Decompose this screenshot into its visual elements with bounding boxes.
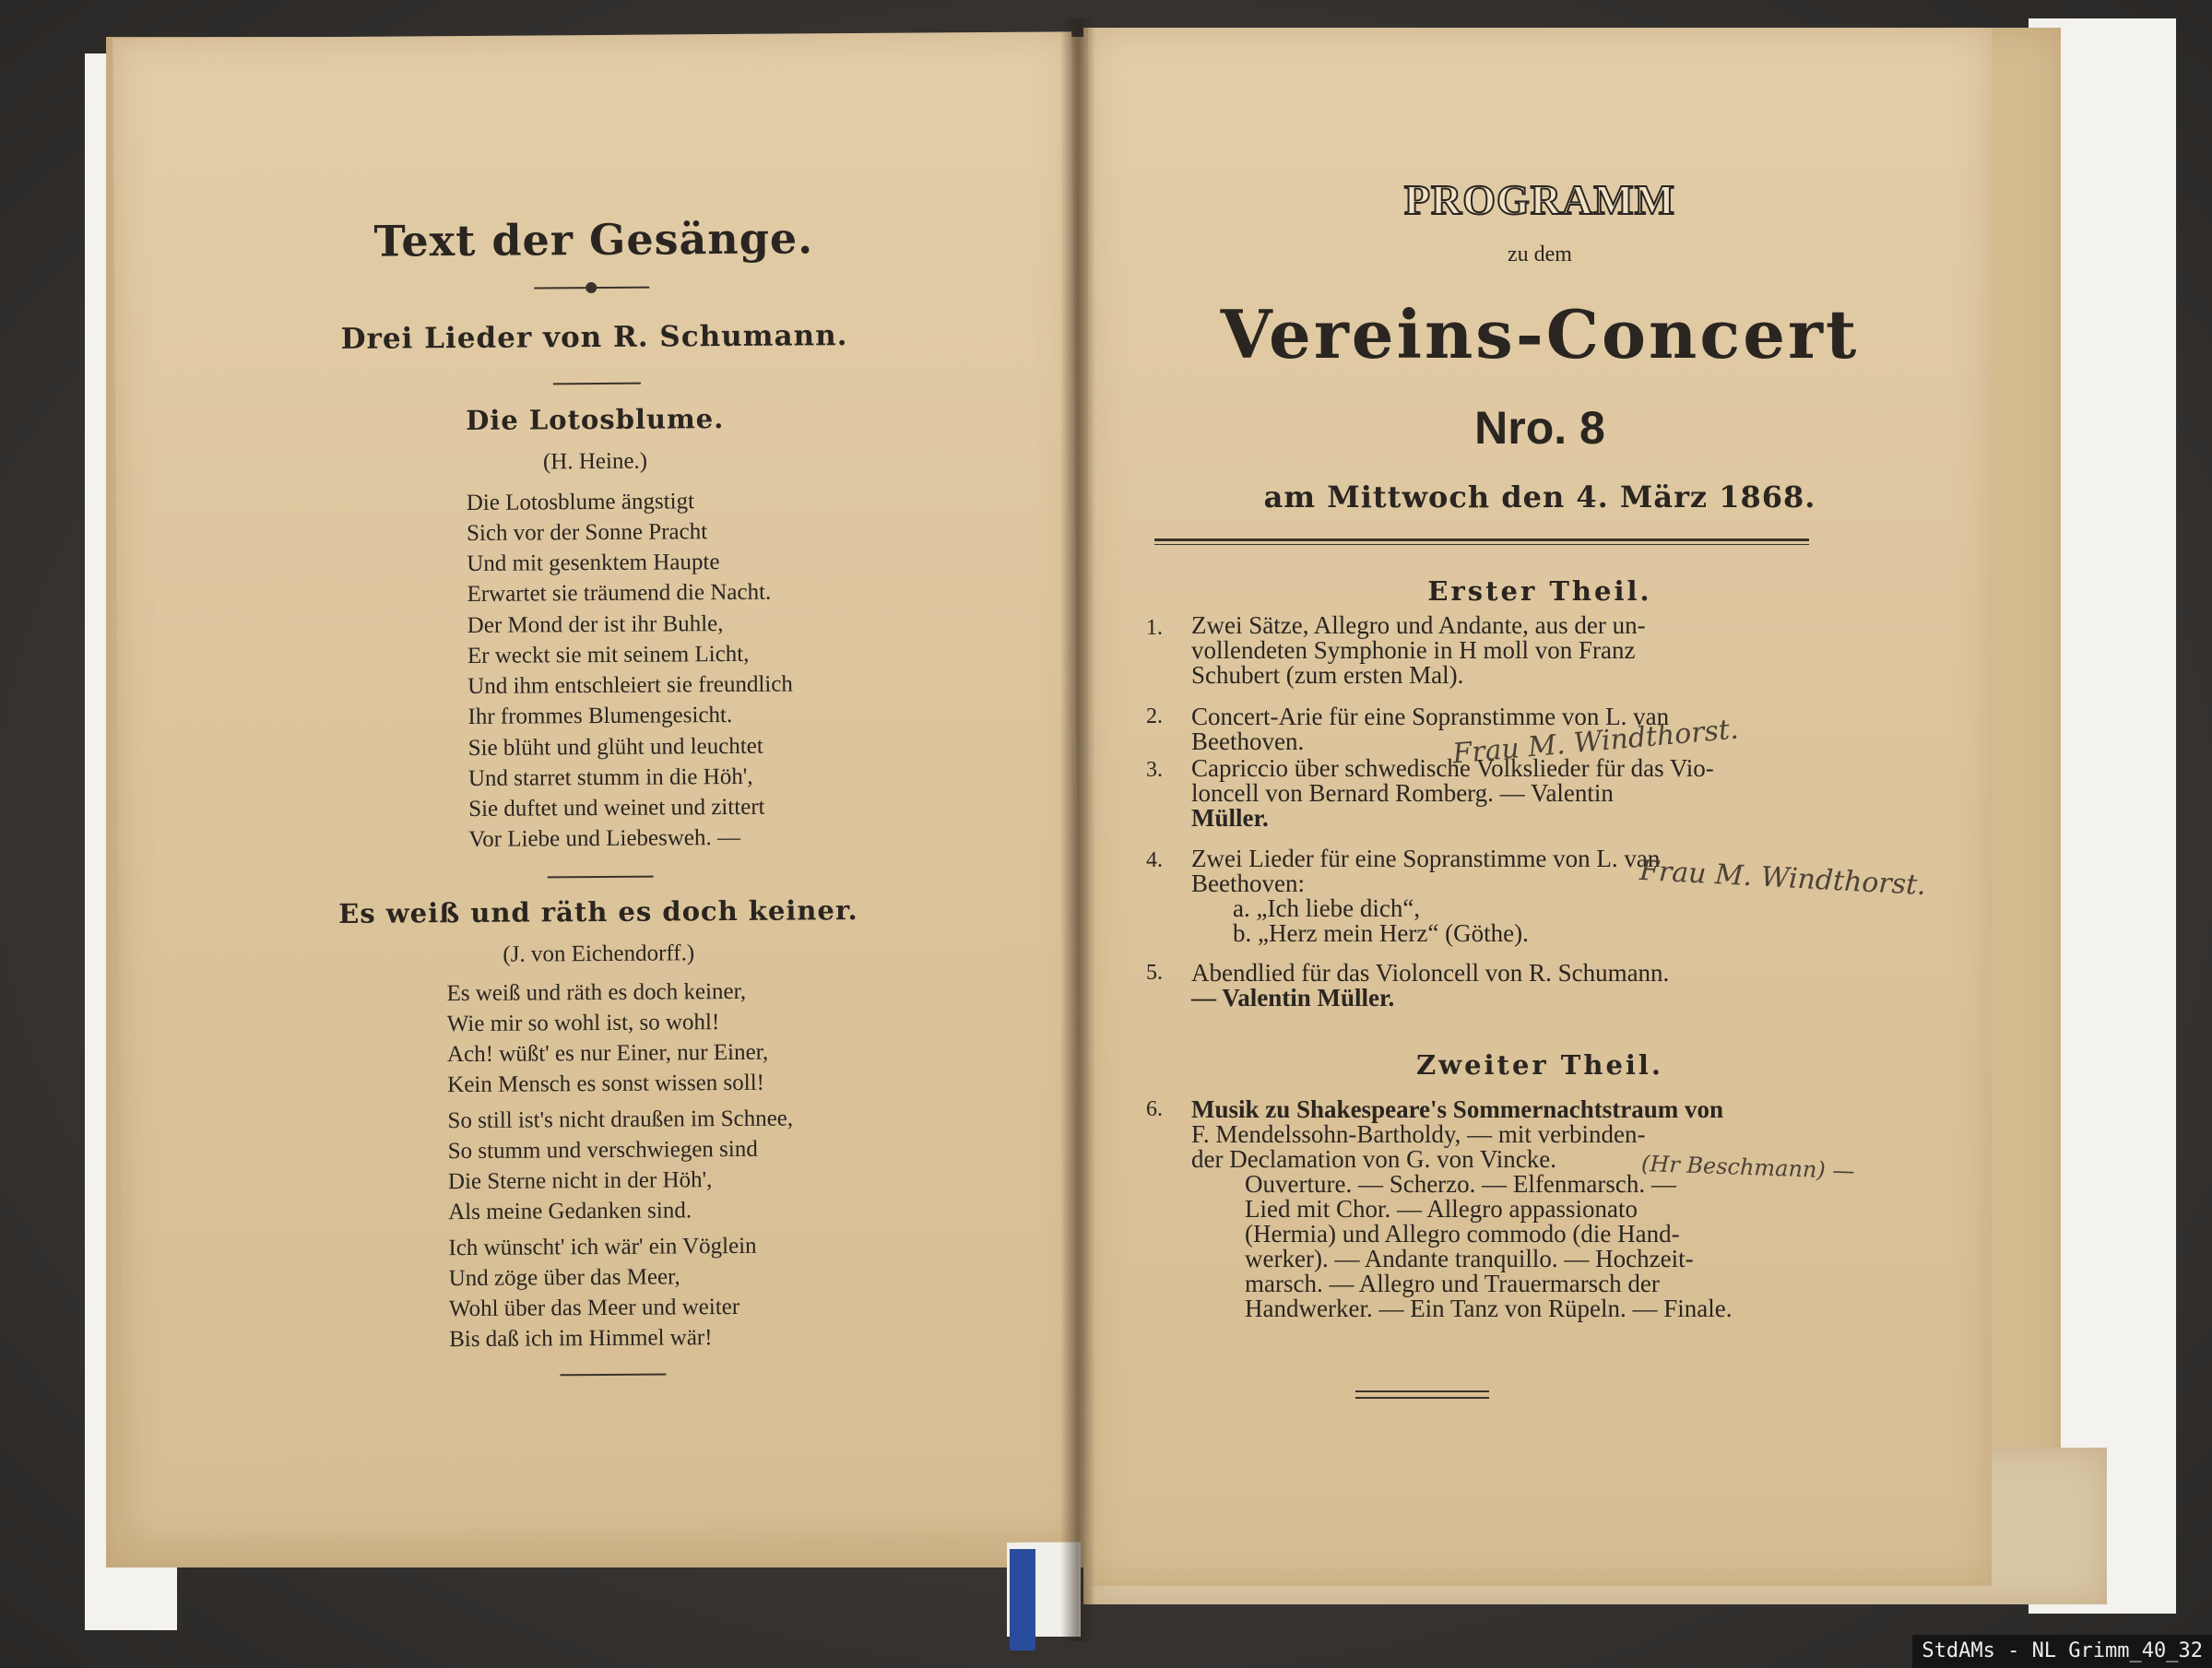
zu-dem: zu dem [1508, 243, 1572, 266]
program-line: Handwerker. — Ein Tanz von Rüpeln. — Finale. [1245, 1295, 1733, 1322]
poem-line: Sie duftet und weinet und zittert [468, 794, 765, 822]
program-item-4 [1191, 846, 1660, 946]
song1-stanza-2 [467, 609, 794, 732]
program-line: Beethoven: [1191, 869, 1305, 897]
poem-line: So stumm und verschwiegen sind [447, 1136, 758, 1165]
program-line: der Declamation von G. von Vincke. [1191, 1145, 1557, 1173]
poem-line: Sie blüht und glüht und leuchtet [467, 733, 763, 761]
program-line: Ouverture. — Scherzo. — Elfenmarsch. — [1245, 1170, 1676, 1198]
poem-line: Ach! wüßt' es nur Einer, nur Einer, [446, 1039, 769, 1068]
song-divider [548, 876, 654, 879]
poem-line: Bis daß ich im Himmel wär! [449, 1325, 713, 1353]
poem-line: Vor Liebe und Liebesweh. — [468, 824, 741, 852]
poem-line: Und ihm entschleiert sie freundlich [467, 671, 793, 699]
subtitle-rule [553, 383, 641, 385]
footer-rule [1355, 1390, 1489, 1392]
song1-author: (H. Heine.) [542, 448, 648, 475]
song2-stanza-1 [446, 976, 768, 1100]
poem-line: Wie mir so wohl ist, so wohl! [446, 1010, 720, 1037]
poem-line: Die Lotosblume ängstigt [466, 489, 695, 515]
archive-caption: StdAMs - NL Grimm_40_32 [1912, 1635, 2212, 1668]
poem-line: Wohl über das Meer und weiter [448, 1294, 740, 1322]
item-number: 1. [1146, 616, 1163, 640]
item-number: 2. [1146, 704, 1163, 728]
program-line: Lied mit Chor. — Allegro appassionato [1245, 1195, 1638, 1223]
poem-line: Und mit gesenktem Haupte [467, 550, 720, 576]
song1-stanza-3 [468, 731, 765, 855]
poem-line: Als meine Gedanken sind. [448, 1198, 692, 1225]
program-line: werker). — Andante tranquillo. — Hochzeit- [1245, 1245, 1694, 1272]
poem-line: Die Sterne nicht in der Höh', [447, 1167, 713, 1195]
poem-line: Ich wünscht' ich wär' ein Vöglein [448, 1233, 757, 1261]
program-line: Zwei Sätze, Allegro und Andante, aus der un- [1191, 611, 1646, 639]
song2-author: (J. von Eichendorff.) [503, 940, 695, 967]
song2-stanza-3 [448, 1231, 757, 1355]
poem-line: Sich vor der Sonne Pracht [466, 519, 708, 546]
left-title: Text der Gesänge. [373, 213, 814, 266]
poem-line: Es weiß und räth es doch keiner, [446, 978, 747, 1007]
song1-title: Die Lotosblume. [466, 403, 725, 436]
program-item-1 [1191, 613, 1646, 688]
concert-title: Vereins-Concert [1220, 295, 1860, 373]
program-item-6 [1191, 1097, 1733, 1321]
header-rule [1154, 538, 1809, 541]
program-line: Müller. [1191, 804, 1269, 832]
handwritten-note-1: Frau M. Windthorst. [1451, 713, 1740, 771]
footer-rule-2 [1355, 1397, 1489, 1399]
concert-number: Nro. 8 [1474, 402, 1605, 454]
item-number: 4. [1146, 848, 1163, 872]
part1-title: Erster Theil. [1427, 575, 1652, 607]
handwritten-note-2: Frau M. Windthorst. [1638, 854, 1927, 903]
program-line: loncell von Bernard Romberg. — Valentin [1191, 779, 1614, 807]
program-line: a. „Ich liebe dich“, [1233, 894, 1421, 922]
program-line: Concert-Arie für eine Sopranstimme von L. van [1191, 703, 1670, 730]
programm-heading: PROGRAMM [1403, 176, 1676, 223]
poem-line: Er weckt sie mit seinem Licht, [467, 641, 750, 668]
program-line: Abendlied für das Violoncell von R. Schumann. [1191, 959, 1670, 987]
program-line: F. Mendelssohn-Bartholdy, — mit verbinden- [1191, 1120, 1646, 1148]
poem-line: Ihr frommes Blumengesicht. [467, 702, 733, 729]
program-line: Beethoven. [1191, 728, 1305, 755]
left-subtitle: Drei Lieder von R. Schumann. [340, 319, 848, 356]
item-number: 5. [1146, 961, 1163, 985]
program-line: vollendeten Symphonie in H moll von Franz [1191, 636, 1636, 664]
program-line: (Hermia) und Allegro commodo (die Hand- [1245, 1220, 1680, 1248]
poem-line: Kein Mensch es sonst wissen soll! [447, 1070, 765, 1098]
song2-title: Es weiß und räth es doch keiner. [338, 894, 858, 929]
song2-stanza-2 [447, 1104, 794, 1228]
poem-line: Und zöge über das Meer, [448, 1264, 680, 1292]
item-number: 6. [1146, 1097, 1163, 1121]
blue-tape [1010, 1549, 1035, 1650]
program-line: b. „Herz mein Herz“ (Göthe). [1233, 919, 1529, 947]
handwritten-note-3: (Hr Beschmann) — [1640, 1150, 1855, 1185]
program-item-5 [1191, 961, 1669, 1011]
concert-date: am Mittwoch den 4. März 1868. [1263, 479, 1816, 515]
program-line: marsch. — Allegro und Trauermarsch der [1245, 1270, 1660, 1297]
program-line: Schubert (zum ersten Mal). [1191, 661, 1464, 689]
song1-stanza-1 [467, 486, 772, 609]
program-line: Musik zu Shakespeare's Sommernachtstraum von [1191, 1095, 1724, 1123]
end-rule [560, 1373, 666, 1376]
right-page [1088, 28, 1992, 1586]
program-line: Zwei Lieder für eine Sopranstimme von L. van [1191, 845, 1661, 872]
header-rule-thin [1154, 544, 1809, 545]
book-gutter [1060, 18, 1095, 1641]
left-page [112, 31, 1082, 1548]
poem-line: Der Mond der ist ihr Buhle, [467, 611, 724, 638]
program-line: — Valentin Müller. [1191, 984, 1395, 1011]
program-item-3 [1191, 756, 1714, 831]
title-ornament-dot [586, 282, 597, 293]
poem-line: So still ist's nicht draußen im Schnee, [447, 1106, 794, 1134]
poem-line: Und starret stumm in die Höh', [467, 763, 753, 791]
item-number: 3. [1146, 758, 1163, 782]
poem-line: Erwartet sie träumend die Nacht. [467, 579, 772, 607]
program-line: Capriccio über schwedische Volkslieder für das Vio- [1191, 754, 1714, 782]
part2-title: Zweiter Theil. [1415, 1049, 1664, 1081]
